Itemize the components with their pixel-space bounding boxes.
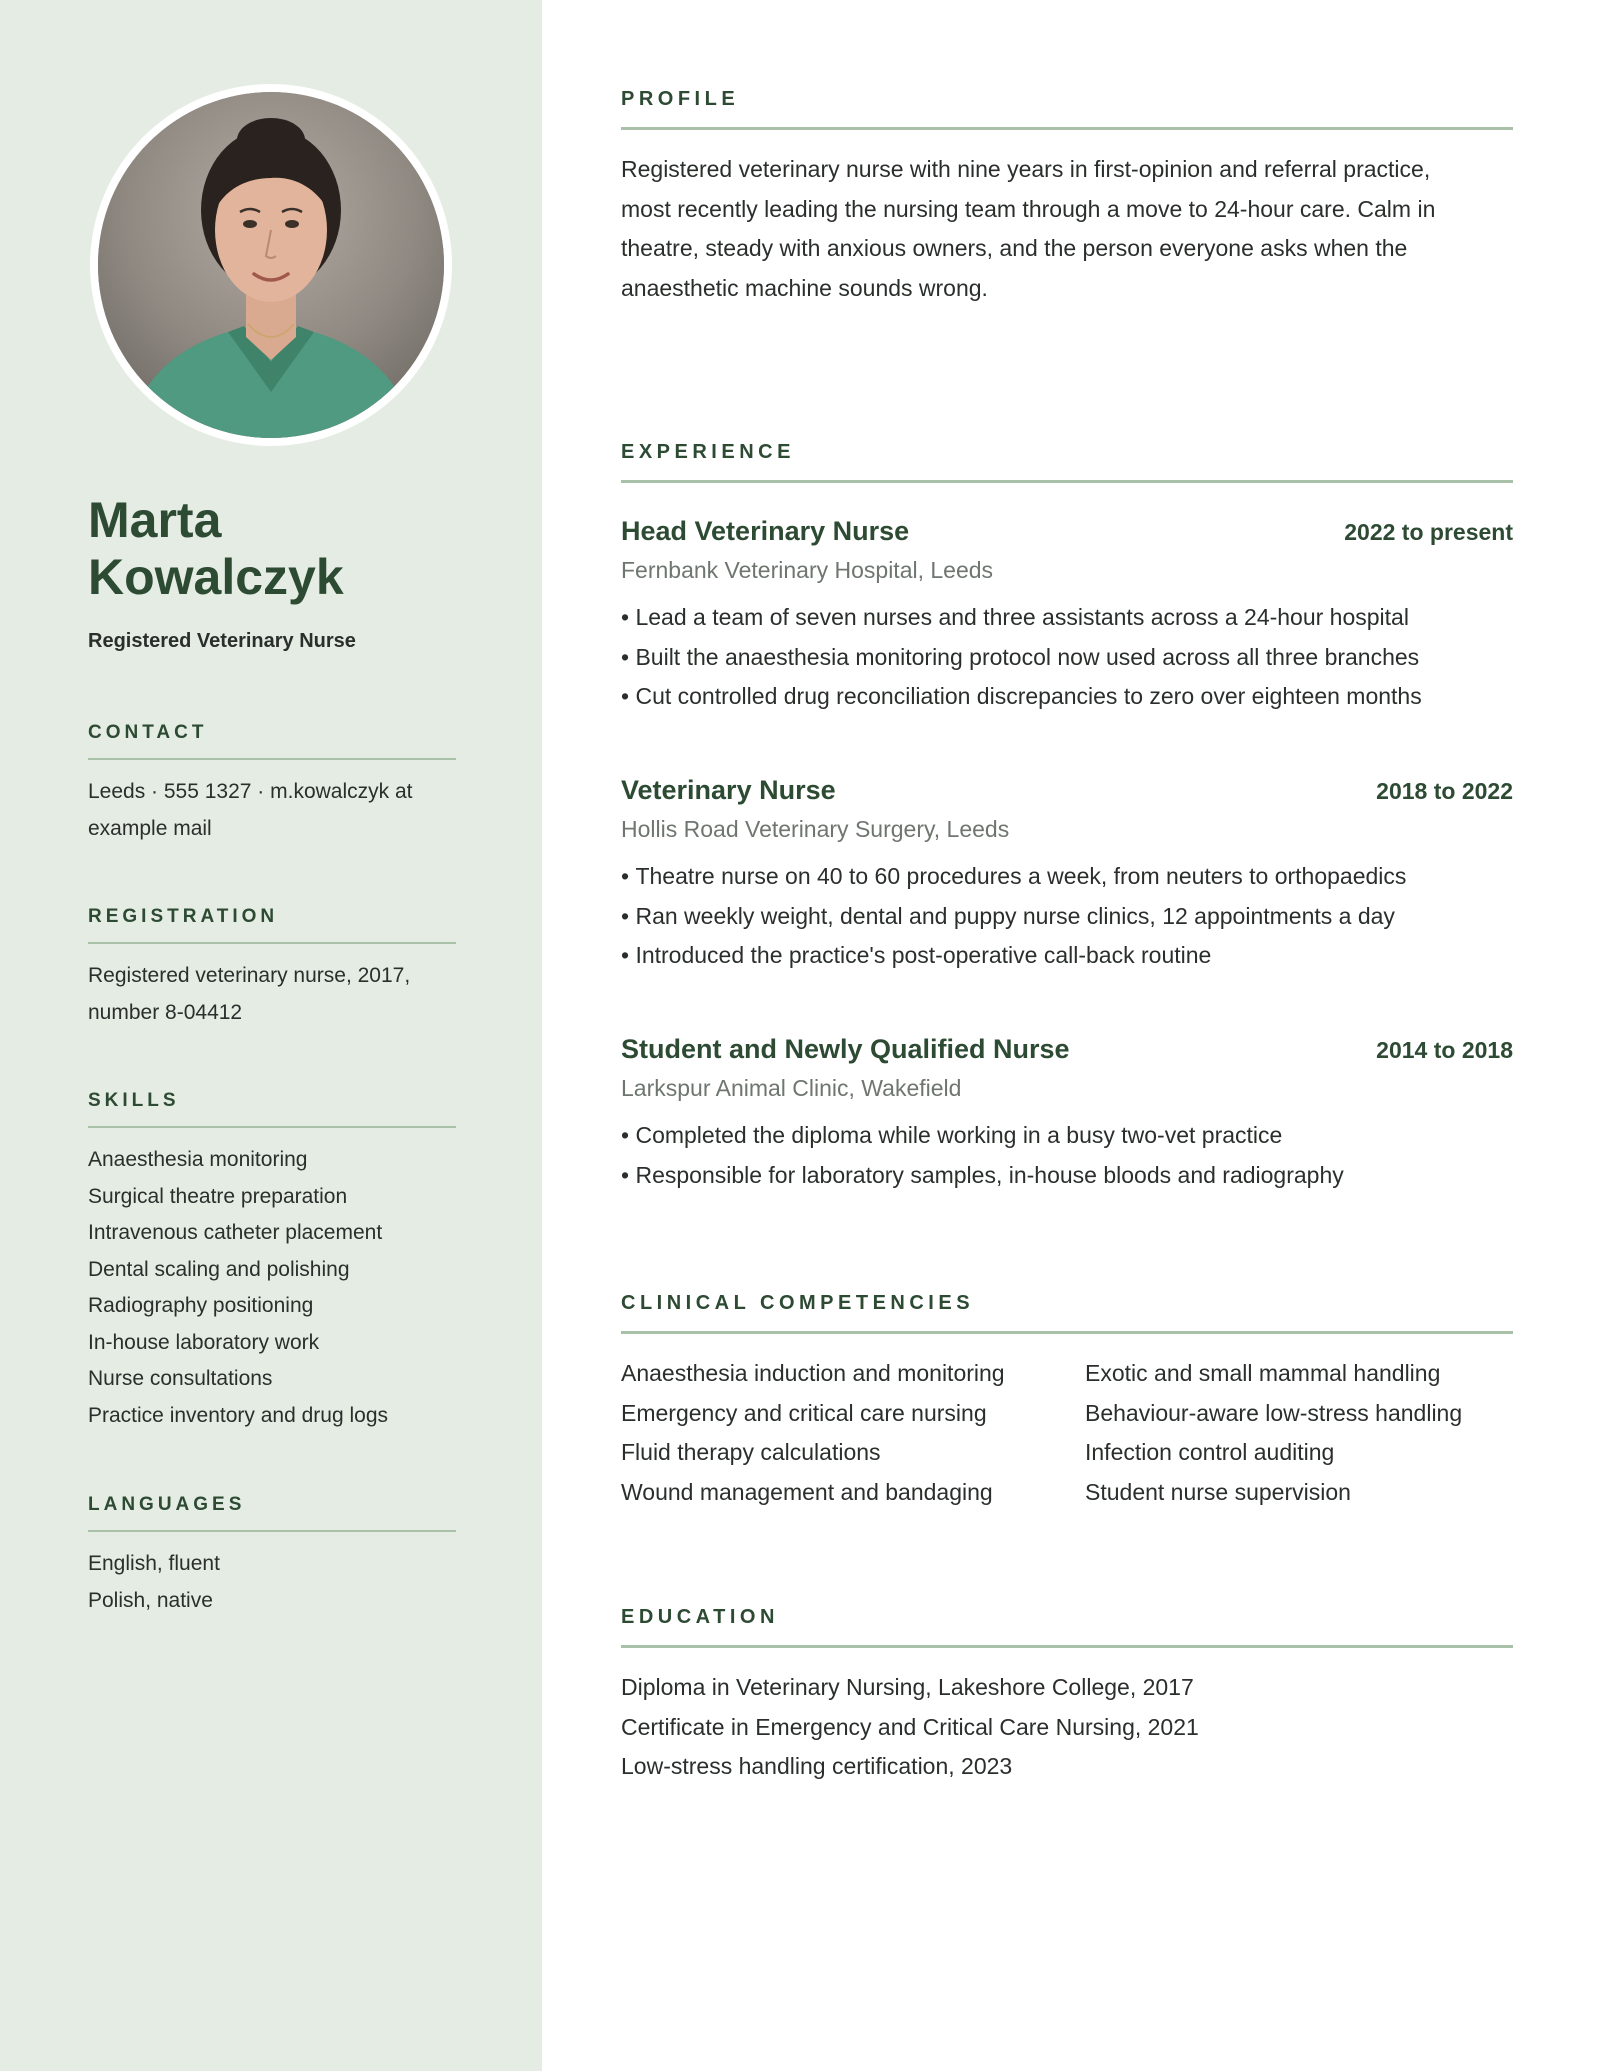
skill-item: Radiography positioning [88, 1294, 314, 1317]
profile-line: Registered veterinary nurse with nine years in first-opinion and referral practice, [621, 156, 1431, 182]
registration-body [88, 958, 456, 1031]
registration-line: Registered veterinary nurse, 2017, [88, 964, 411, 987]
job-title-subtitle: Registered Veterinary Nurse [88, 630, 356, 652]
registration-heading: REGISTRATION [88, 906, 456, 944]
profile-line: theatre, steady with anxious owners, and the person everyone asks when the [621, 235, 1408, 261]
job-employer: Larkspur Animal Clinic, Wakefield [621, 1075, 962, 1101]
skill-item: Dental scaling and polishing [88, 1257, 350, 1281]
languages-list [88, 1546, 456, 1619]
profile-section [621, 88, 1513, 308]
job-bullet: • Introduced the practice's post-operative call-back routine [621, 936, 1513, 976]
job-bullet: • Cut controlled drug reconciliation discrepancies to zero over eighteen months [621, 677, 1513, 717]
contact-section [88, 722, 456, 847]
job-bullet: • Theatre nurse on 40 to 60 procedures a week, from neuters to orthopaedics [621, 857, 1513, 897]
competency-item: Exotic and small mammal handling [1085, 1360, 1441, 1386]
job-bullets [621, 857, 1513, 976]
job-entry [621, 1034, 1513, 1195]
contact-body [88, 774, 456, 847]
profile-line: most recently leading the nursing team through a move to 24-hour care. Calm in [621, 195, 1436, 222]
education-item: Diploma in Veterinary Nursing, Lakeshore College, 2017 [621, 1674, 1194, 1700]
education-heading: EDUCATION [621, 1606, 1513, 1648]
job-title: Student and Newly Qualified Nurse [621, 1034, 1070, 1064]
registration-section [88, 906, 456, 1031]
profile-line: anaesthetic machine sounds wrong. [621, 274, 988, 301]
skills-heading: SKILLS [88, 1090, 456, 1128]
languages-section [88, 1494, 456, 1619]
job-entry [621, 775, 1513, 976]
experience-heading: EXPERIENCE [621, 441, 1513, 483]
competencies-grid [621, 1354, 1513, 1512]
competencies-heading: CLINICAL COMPETENCIES [621, 1292, 1513, 1334]
competencies-section [621, 1292, 1513, 1512]
skill-item: Nurse consultations [88, 1367, 273, 1390]
candidate-name [88, 492, 508, 606]
profile-text [621, 150, 1501, 308]
contact-line: Leeds · 555 1327 · m.kowalczyk at [88, 780, 413, 803]
job-bullet: • Responsible for laboratory samples, in-house bloods and radiography [621, 1156, 1513, 1196]
skill-item: In-house laboratory work [88, 1330, 320, 1354]
first-name: Marta [88, 492, 222, 548]
competency-item: Anaesthesia induction and monitoring [621, 1360, 1005, 1386]
skill-item: Practice inventory and drug logs [88, 1403, 388, 1427]
competency-item: Behaviour-aware low-stress handling [1085, 1399, 1463, 1426]
job-bullet: • Completed the diploma while working in a busy two-vet practice [621, 1116, 1513, 1156]
experience-section [621, 441, 1513, 483]
contact-heading: CONTACT [88, 722, 456, 760]
job-dates: 2022 to present [1344, 519, 1513, 545]
profile-photo-frame [90, 84, 452, 446]
language-item: Polish, native [88, 1588, 213, 1612]
profile-heading: PROFILE [621, 88, 1513, 130]
job-bullet: • Lead a team of seven nurses and three assistants across a 24-hour hospital [621, 598, 1513, 638]
education-list [621, 1668, 1513, 1787]
education-section [621, 1606, 1513, 1787]
skills-section [88, 1090, 456, 1434]
sidebar [0, 0, 542, 2071]
job-entry [621, 516, 1513, 717]
competency-item: Student nurse supervision [1085, 1478, 1351, 1505]
skill-item: Surgical theatre preparation [88, 1184, 348, 1208]
skill-item: Anaesthesia monitoring [88, 1148, 308, 1171]
contact-line: example mail [88, 816, 212, 840]
job-bullet: • Built the anaesthesia monitoring protocol now used across all three branches [621, 638, 1513, 678]
job-dates: 2014 to 2018 [1376, 1037, 1513, 1063]
job-bullets [621, 598, 1513, 717]
languages-heading: LANGUAGES [88, 1494, 456, 1532]
education-item: Low-stress handling certification, 2023 [621, 1753, 1013, 1779]
competency-item: Wound management and bandaging [621, 1478, 993, 1505]
job-bullets [621, 1116, 1513, 1195]
job-dates: 2018 to 2022 [1376, 778, 1513, 804]
profile-photo [98, 92, 444, 438]
competency-item: Emergency and critical care nursing [621, 1399, 987, 1426]
portrait-icon [98, 92, 444, 438]
job-employer: Hollis Road Veterinary Surgery, Leeds [621, 816, 1010, 842]
skill-item: Intravenous catheter placement [88, 1221, 383, 1244]
competency-item: Fluid therapy calculations [621, 1439, 881, 1465]
last-name: Kowalczyk [88, 549, 344, 605]
education-item: Certificate in Emergency and Critical Care Nursing, 2021 [621, 1713, 1199, 1740]
job-title: Veterinary Nurse [621, 775, 836, 805]
job-title: Head Veterinary Nurse [621, 516, 910, 546]
registration-line: number 8-04412 [88, 1000, 243, 1024]
skills-list [88, 1142, 456, 1434]
competency-item: Infection control auditing [1085, 1439, 1335, 1465]
job-employer: Fernbank Veterinary Hospital, Leeds [621, 557, 994, 583]
language-item: English, fluent [88, 1552, 220, 1575]
job-bullet: • Ran weekly weight, dental and puppy nurse clinics, 12 appointments a day [621, 897, 1513, 937]
